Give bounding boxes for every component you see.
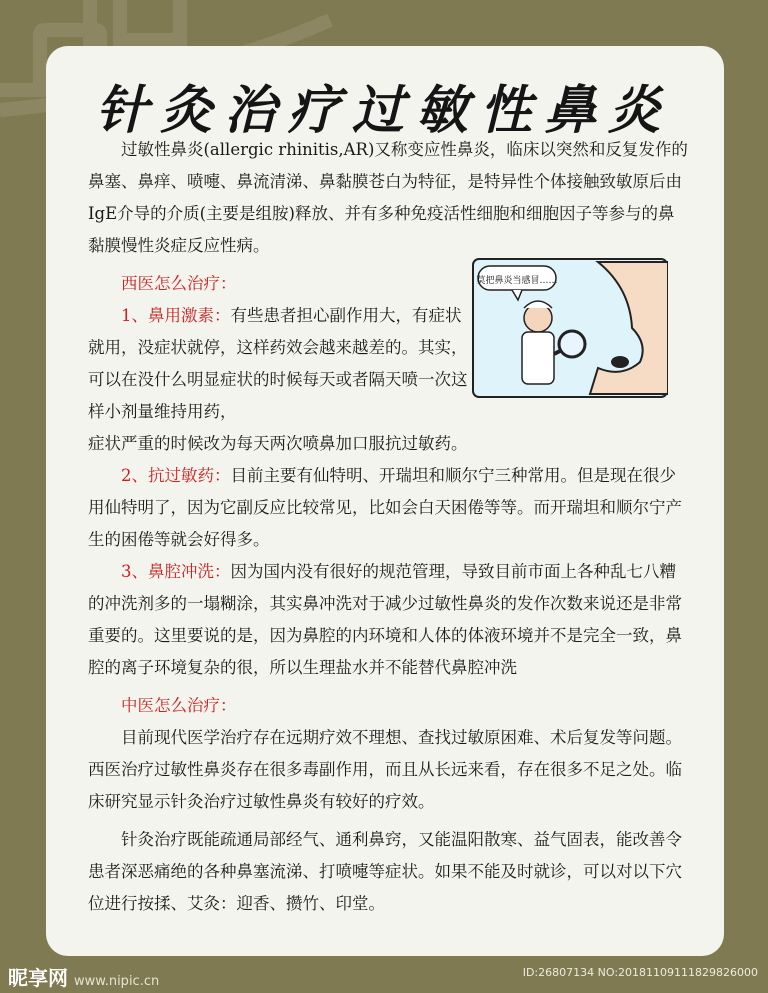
watermark-brand: 昵享网: [8, 966, 68, 990]
speech-bubble-text: 莫把鼻炎当感冒……: [476, 276, 558, 286]
item-1-label: 1、鼻用激素：: [121, 306, 231, 325]
watermark-id: ID:26807134 NO:20181109111829826000: [522, 966, 758, 979]
article-body: [88, 134, 688, 920]
item-2-text: 目前主要有仙特明、开瑞坦和顺尔宁三种常用。但是现在很少用仙特明了，因为它副反应比较常见，比如会白天困倦等等。而开瑞坦和顺尔宁产生的困倦等就会好得多。: [88, 466, 682, 549]
item-2-label: 2、抗过敏药：: [121, 466, 231, 485]
watermark-site: www.nipic.cn: [74, 974, 160, 989]
item-3-text: 因为国内没有很好的规范管理，导致目前市面上各种乱七八糟的冲洗剂多的一塌糊涂，其实鼻冲洗对于减少过敏性鼻炎的发作次数来说还是非常重要的。这里要说的是，因为鼻腔的内环境和人体的体液环境并不是完全一致，鼻腔的离子环境复杂的很，所以生理盐水并不能替代鼻腔冲洗: [88, 562, 682, 677]
intro-paragraph: 过敏性鼻炎(allergic rhinitis,AR)又称变应性鼻炎，临床以突然和反复发作的鼻塞、鼻痒、喷嚏、鼻流清涕、鼻黏膜苍白为特征，是特异性个体接触致敏原后由IgE介导的介质(主要是组胺)释放、并有多种免疫活性细胞和细胞因子等参与的鼻黏膜慢性炎症反应性病。: [88, 140, 688, 255]
item-3-label: 3、鼻腔冲洗：: [121, 562, 231, 581]
western-item-3: [88, 556, 688, 684]
chinese-paragraph-2: 针灸治疗既能疏通局部经气、通利鼻窍，又能温阳散寒、益气固表，能改善令患者深恶痛绝的各种鼻塞流涕、打喷嚏等症状。如果不能及时就诊，可以对以下穴位进行按揉、艾灸：迎香、攒竹、印堂。: [88, 830, 682, 913]
watermark-logo: [8, 962, 159, 991]
western-heading: 西医怎么治疗：: [121, 274, 237, 293]
western-item-1-continued: 症状严重的时候改为每天两次喷鼻加口服抗过敏药。: [88, 434, 468, 453]
chinese-paragraph-1: 目前现代医学治疗存在远期疗效不理想、查找过敏原困难、术后复发等问题。西医治疗过敏性鼻炎存在很多毒副作用，而且从长远来看，存在很多不足之处。临床研究显示针灸治疗过敏性鼻炎有较好的疗效。: [88, 728, 682, 811]
page-title: 针灸治疗过敏性鼻炎: [95, 80, 672, 141]
chinese-heading: 中医怎么治疗：: [121, 696, 237, 715]
western-item-1: [88, 300, 468, 428]
western-item-2: [88, 460, 688, 556]
item-1-text: 有些患者担心副作用大，有症状就用，没症状就停，这样药效会越来越差的。其实，可以在没什么明显症状的时候每天或者隔天喷一次这样小剂量维持用药，: [88, 306, 468, 421]
